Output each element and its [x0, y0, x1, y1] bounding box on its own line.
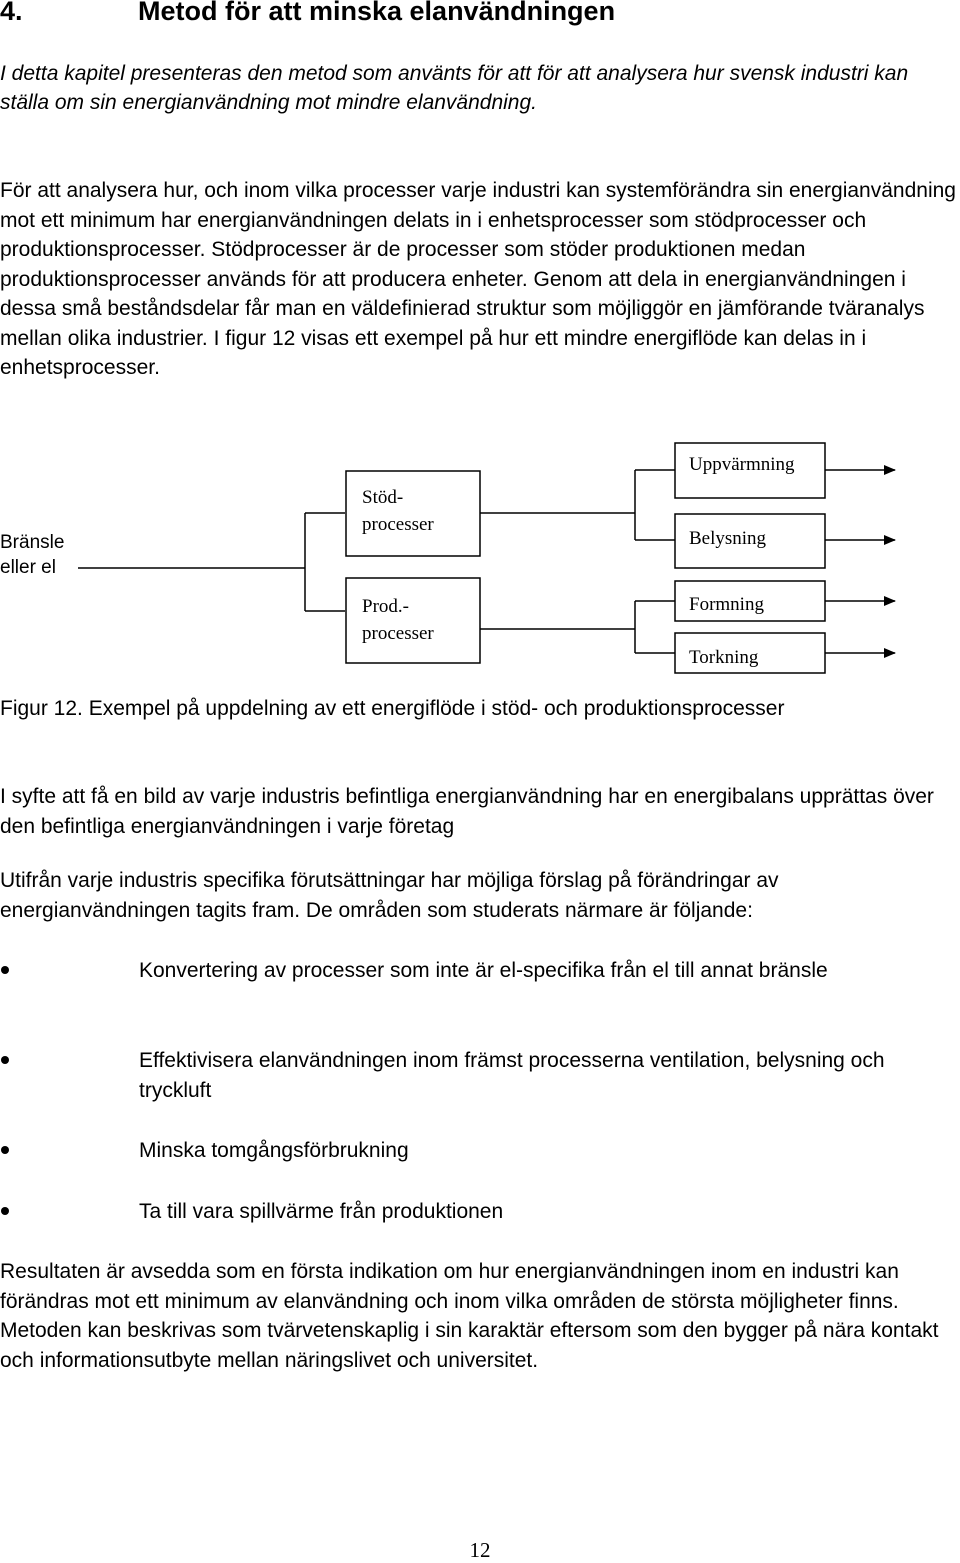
bullet-item — [0, 956, 960, 1016]
chapter-number: 4. — [0, 0, 23, 26]
output-label-forming: Formning — [689, 594, 764, 615]
bullet-icon — [1, 1146, 9, 1154]
bullet-text: Effektivisera elanvändningen inom främst processerna ventilation, belysning och tryckluft — [139, 1049, 885, 1102]
energy-flow-diagram — [0, 430, 960, 690]
support-process-label: Stöd- processer — [362, 487, 434, 535]
bullet-item — [0, 1136, 960, 1166]
bullet-icon — [1, 1056, 9, 1064]
output-label-heating: Uppvärmning — [689, 454, 795, 475]
chapter-title: Metod för att minska elanvändningen — [138, 0, 616, 26]
bullet-text: Minska tomgångsförbrukning — [139, 1139, 409, 1162]
bullet-text: Ta till vara spillvärme från produktionen — [139, 1200, 504, 1223]
bullet-item — [0, 1197, 960, 1227]
paragraph-proposals: Utifrån varje industris specifika förutsättningar har möjliga förslag på förändringar av energianvändningen tagits fram. De områden som studerats närmare är följande: — [0, 869, 779, 922]
paragraph-method: För att analysera hur, och inom vilka processer varje industri kan systemförändra sin energianvändning mot ett minimum har energianvändningen delats in i enhetsprocesser som stödprocesser och produktionsprocesser. Stödprocesser är de processer som stöder produktionen medan produktionsprocesser används för att producera enheter. Genom att dela in energianvändningen i dessa små beståndsdelar får man en väldefinierad struktur som möjliggör en jämförande tväranalys mellan olika industrier. I figur 12 visas ett exempel på hur ett mindre energiflöde kan delas in i enhetsprocesser. — [0, 179, 956, 379]
bullet-text: Konvertering av processer som inte är el-specifika från el till annat bränsle — [139, 959, 828, 982]
prod-process-label: Prod.- processer — [362, 596, 434, 644]
source-label: Bränsle eller el — [0, 532, 65, 578]
output-label-drying: Torkning — [689, 647, 759, 668]
chapter-heading — [0, 0, 615, 27]
bullet-icon — [1, 966, 9, 974]
diagram-lines — [0, 430, 960, 690]
paragraph-results: Resultaten är avsedda som en första indikation om hur energianvändningen inom en industri kan förändras mot ett minimum av elanvändning och inom vilka områden de största möjligheter finns. Metoden kan beskrivas som tvärvetenskaplig i sin karaktär eftersom som den bygger på nära kontakt och informationsutbyte mellan näringslivet och universitet. — [0, 1260, 939, 1372]
page-number: 12 — [469, 1538, 491, 1562]
bullet-item — [0, 1046, 960, 1106]
paragraph-energy-balance: I syfte att få en bild av varje industris befintliga energianvändning har en energibalans upprättas över den befintliga energianvändningen i varje företag — [0, 785, 934, 838]
bullet-icon — [1, 1207, 9, 1215]
output-label-lighting: Belysning — [689, 528, 767, 549]
figure-caption: Figur 12. Exempel på uppdelning av ett energiflöde i stöd- och produktionsprocesser — [0, 697, 785, 720]
chapter-intro: I detta kapitel presenteras den metod som använts för att för att analysera hur svensk industri kan ställa om sin energianvändning mot mindre elanvändning. — [0, 62, 909, 114]
